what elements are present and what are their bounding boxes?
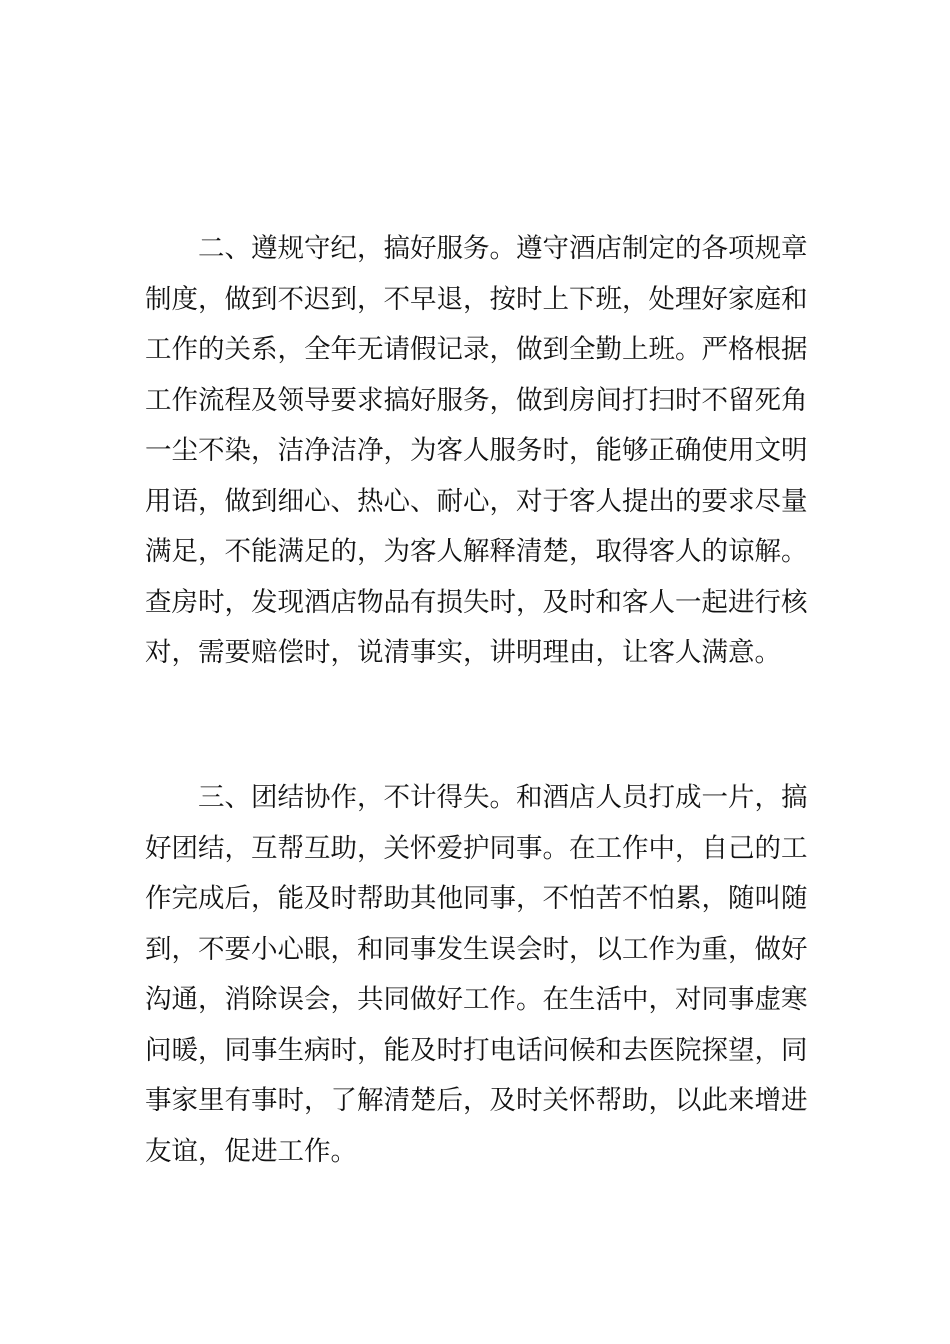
- text-line: 工作流程及领导要求搞好服务，做到房间打扫时不留死角: [145, 384, 808, 416]
- text-line: 事家里有事时，了解清楚后，及时关怀帮助，以此来增进: [145, 1085, 808, 1116]
- text-line: 用语，做到细心、热心、耐心，对于客人提出的要求尽量: [145, 485, 808, 517]
- paragraph-section-3: [145, 773, 808, 1177]
- text-line: 制度，做到不迟到，不早退，按时上下班，处理好家庭和: [145, 283, 808, 315]
- text-line: 作完成后，能及时帮助其他同事，不怕苦不怕累，随叫随: [145, 883, 808, 914]
- text-line: 三、团结协作，不计得失。和酒店人员打成一片，搞: [198, 782, 808, 813]
- text-line: 问暖，同事生病时，能及时打电话问候和去医院探望，同: [145, 1034, 808, 1066]
- text-line: 沟通，消除误会，共同做好工作。在生活中，对同事虚寒: [145, 984, 808, 1015]
- text-line: 好团结，互帮互助，关怀爱护同事。在工作中，自己的工: [145, 832, 808, 864]
- text-line: 对，需要赔偿时，说清事实，讲明理由，让客人满意。: [145, 637, 781, 668]
- text-line: 工作的关系，全年无请假记录，做到全勤上班。严格根据: [145, 334, 808, 365]
- text-line: 满足，不能满足的，为客人解释清楚，取得客人的谅解。: [145, 536, 808, 567]
- text-line: 到，不要小心眼，和同事发生误会时，以工作为重，做好: [145, 933, 808, 965]
- text-line: 查房时，发现酒店物品有损失时，及时和客人一起进行核: [145, 586, 808, 618]
- text-line: 友谊，促进工作。: [145, 1135, 357, 1167]
- text-line: 一尘不染，洁净洁净，为客人服务时，能够正确使用文明: [145, 435, 808, 466]
- text-line: 二、遵规守纪，搞好服务。遵守酒店制定的各项规章: [198, 233, 808, 264]
- paragraph-section-2: [145, 224, 808, 679]
